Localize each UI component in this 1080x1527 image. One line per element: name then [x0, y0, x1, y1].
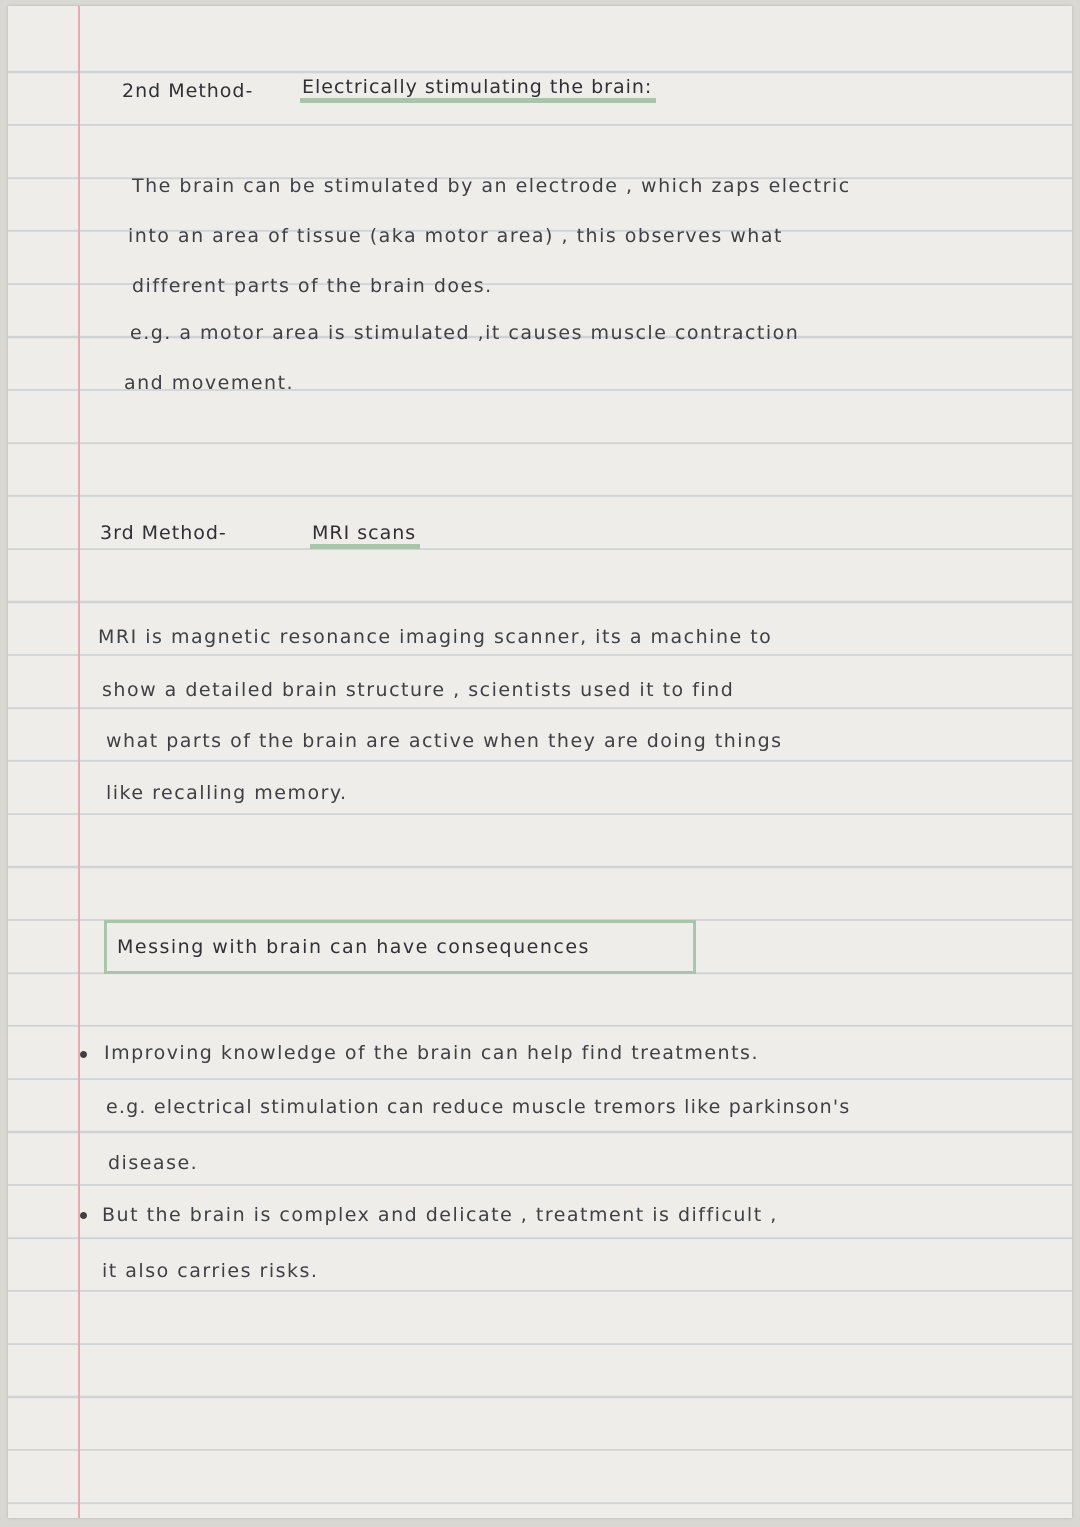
method3-line-2: show a detailed brain structure , scientists used it to find [102, 679, 735, 701]
method2-label: 2nd Method- [122, 80, 254, 102]
bullet1-line-3: disease. [108, 1152, 199, 1174]
method2-line-2: into an area of tissue (aka motor area) , this observes what [128, 225, 783, 247]
bullet2-line-1: But the brain is complex and delicate , treatment is difficult , [102, 1204, 778, 1226]
method2-line-1: The brain can be stimulated by an electrode , which zaps electric [132, 175, 851, 197]
margin-line [78, 6, 80, 1518]
notebook-page [8, 6, 1072, 1518]
method2-line-4: e.g. a motor area is stimulated ,it causes muscle contraction [130, 322, 800, 344]
method3-line-1: MRI is magnetic resonance imaging scanner, its a machine to [98, 626, 773, 648]
bullet-2 [80, 1212, 87, 1219]
method3-title-text: MRI scans [310, 522, 420, 549]
bullet-1 [80, 1051, 87, 1058]
method2-title [300, 76, 656, 98]
bullet2-line-2: it also carries risks. [102, 1260, 319, 1282]
method3-label: 3rd Method- [100, 522, 227, 544]
bullet1-line-1: Improving knowledge of the brain can help find treatments. [104, 1042, 759, 1064]
method3-title [310, 522, 420, 544]
consequences-heading-box [104, 920, 696, 974]
consequences-heading: Messing with brain can have consequences [117, 936, 590, 958]
method2-line-5: and movement. [124, 372, 295, 394]
method2-title-text: Electrically stimulating the brain: [300, 76, 656, 103]
method3-line-3: what parts of the brain are active when they are doing things [106, 730, 783, 752]
method3-line-4: like recalling memory. [106, 782, 348, 804]
bullet1-line-2: e.g. electrical stimulation can reduce muscle tremors like parkinson's [106, 1096, 851, 1118]
method2-line-3: different parts of the brain does. [132, 275, 493, 297]
